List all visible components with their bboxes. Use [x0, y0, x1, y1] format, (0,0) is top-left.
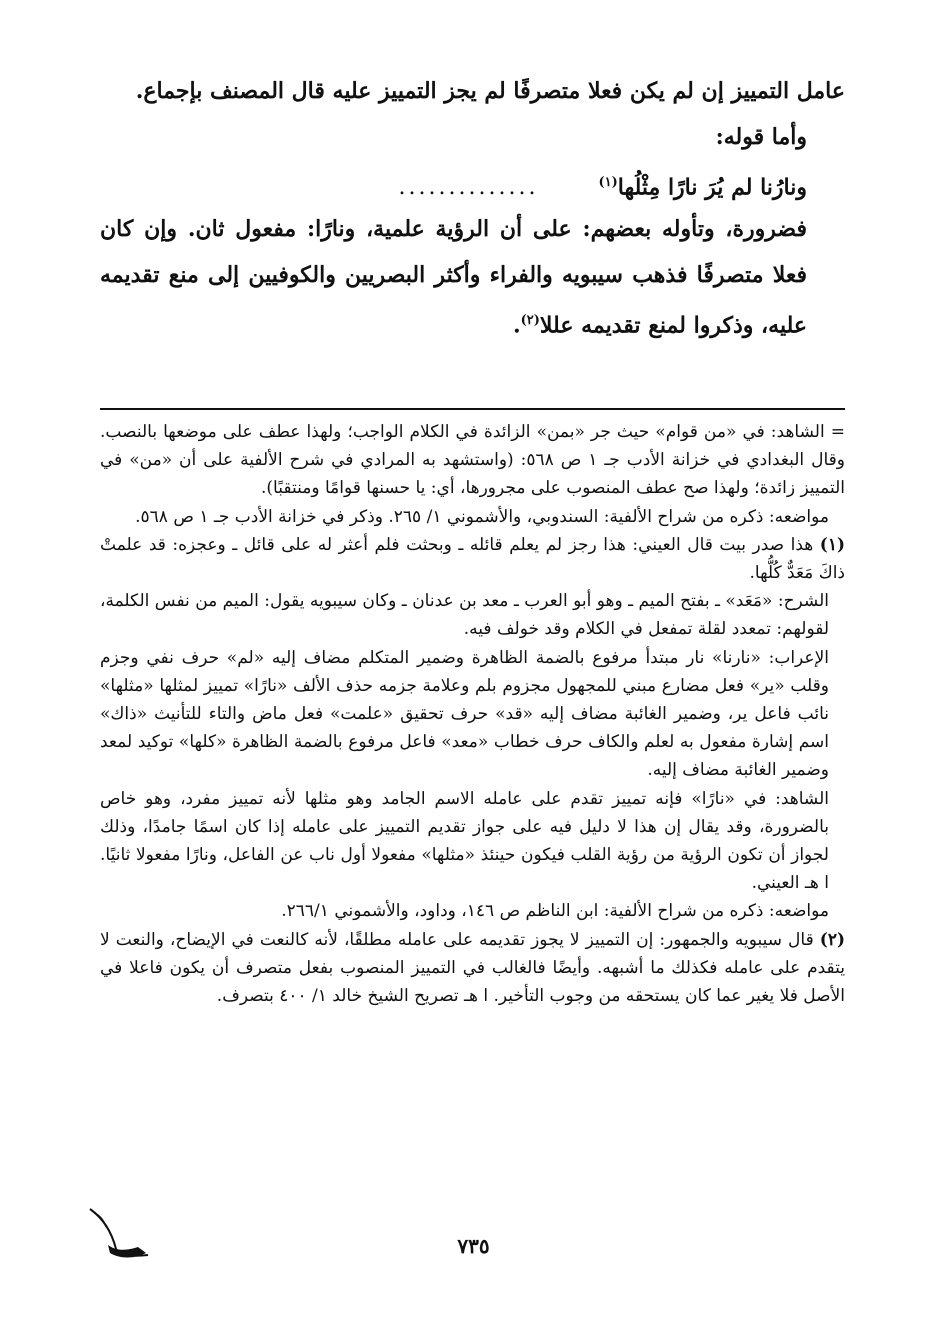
footnote-1-sharh: الشرح: «مَعَد» ـ بفتح الميم ـ وهو أبو العرب ـ معد بن عدنان ـ وكان سيبويه يقول: الميم من نفس الكلمة، لقولهم: تمعدد لقلة تمفعل في الكلام وقد خولف فيه. — [100, 591, 829, 640]
main-text — [100, 68, 845, 348]
footnote-2: (٢) قال سيبويه والجمهور: إن التمييز لا يجوز تقديمه على عامله مطلقًا، لأنه كالنعت في الإيضاح، والنعت لا يتقدم على عامله فكذلك ما أشبهه. وأيضًا فالغالب في التمييز المنصوب بفعل متصرف أن يكون فاعلا في الأصل فلا يغير عما كان يستحقه من وجوب التأخير. ا هـ تصريح الشيخ خالد ١/ ٤٠٠ بتصرف. — [100, 929, 845, 1007]
verse-dots: .............. — [398, 175, 539, 201]
paragraph-1: عامل التمييز إن لم يكن فعلا متصرفًا لم يجز التمييز عليه قال المصنف بإجماع. — [135, 78, 845, 104]
verse-intro: وأما قوله: — [715, 124, 807, 150]
paragraph-2-footnote-ref[interactable]: (٢) — [520, 313, 540, 328]
footnote-1: (١) هذا صدر بيت قال العيني: هذا رجز لم يعلم قائله ـ وبحثت فلم أعثر له على قائل ـ وعجزه: قد علمتْ ذاكَ مَعَدٌّ كُلُّها. — [100, 534, 846, 584]
footnote-1-shahid: الشاهد: في «نارًا» فإنه تمييز تقدم على عامله الاسم الجامد وهو مثلها لأنه تمييز مفرد، وهو خاص بالضرورة، وقد يقال إن هذا لا دليل فيه على جواز تقديم التمييز على عامله إذا كان اسمًا جامدًا، وذلك لجواز أن تكون الرؤية من رؤية القلب فيكون حينئذ «مثلها» مفعولا أول ناب عن الفاعل، ونارًا مفعولا ثانيًا. ا هـ العيني. — [100, 788, 829, 894]
verse-footnote-ref[interactable]: (١) — [598, 175, 618, 190]
verse-line — [100, 160, 845, 206]
verse-text: ونارُنا لم يُرَ نارًا مِثْلُها$^{(١)}$ — [598, 174, 807, 201]
page-number: ٧٣٥ — [457, 1234, 490, 1258]
footnote-1-irab: الإعراب: «نارنا» نار مبتدأ مرفوع بالضمة الظاهرة وضمير المتكلم مضاف إليه «لم» حرف نفي وجزم وقلب «ير» فعل مضارع مبني للمجهول مجزوم بلم وعلامة جزمه حذف الألف «نارًا» تمييز لمثلها «مثلها» نائب فاعل ير، وضمير الغائبة مضاف إليه «قد» حرف تحقيق «علمت» فعل ماض والتاء للتأنيث «ذاك» اسم إشارة مفعول به لعلم والكاف حرف خطاب «معد» فاعل مرفوع بالضمة الظاهرة «كلها» توكيد لمعد وضمير الغائبة مضاف إليه. — [100, 647, 829, 781]
footnote-1-number: (١) — [819, 534, 846, 555]
footnote-separator — [100, 408, 845, 410]
footnote-continuation-1: = الشاهد: في «من قوام» حيث جر «بمن» الزائدة في الكلام الواجب؛ ولهذا عطف على موضعها بالنصب. وقال البغدادي في خزانة الأدب جـ ١ ص ٥٦٨: (واستشهد به المرادي في شرح الألفية على أن «من» في التمييز زائدة؛ ولهذا صح عطف المنصوب على مجرورها، أي: يا حسنها قوامًا ومنتقبًا). — [100, 422, 845, 499]
footnote-continuation-2: مواضعه: ذكره من شراح الألفية: السندوبي، والأشموني ١/ ٢٦٥. وذكر في خزانة الأدب جـ ١ ص ٥٦٨. — [135, 506, 829, 527]
paragraph-2: فضرورة، وتأوله بعضهم: على أن الرؤية علمية، ونارًا: مفعول ثان. وإن كان فعلا متصرفًا فذهب سيبويه والفراء وأكثر البصريين والكوفيين إلى منع تقديمه عليه، وذكروا لمنع تقديمه عللا$^{(٢)}$. — [100, 216, 807, 339]
footnote-2-number: (٢) — [819, 929, 845, 950]
footnotes — [100, 418, 845, 1010]
footnote-1-mawadi: مواضعه: ذكره من شراح الألفية: ابن الناظم ص ١٤٦، وداود، والأشموني ٢٦٦/١. — [281, 901, 829, 922]
